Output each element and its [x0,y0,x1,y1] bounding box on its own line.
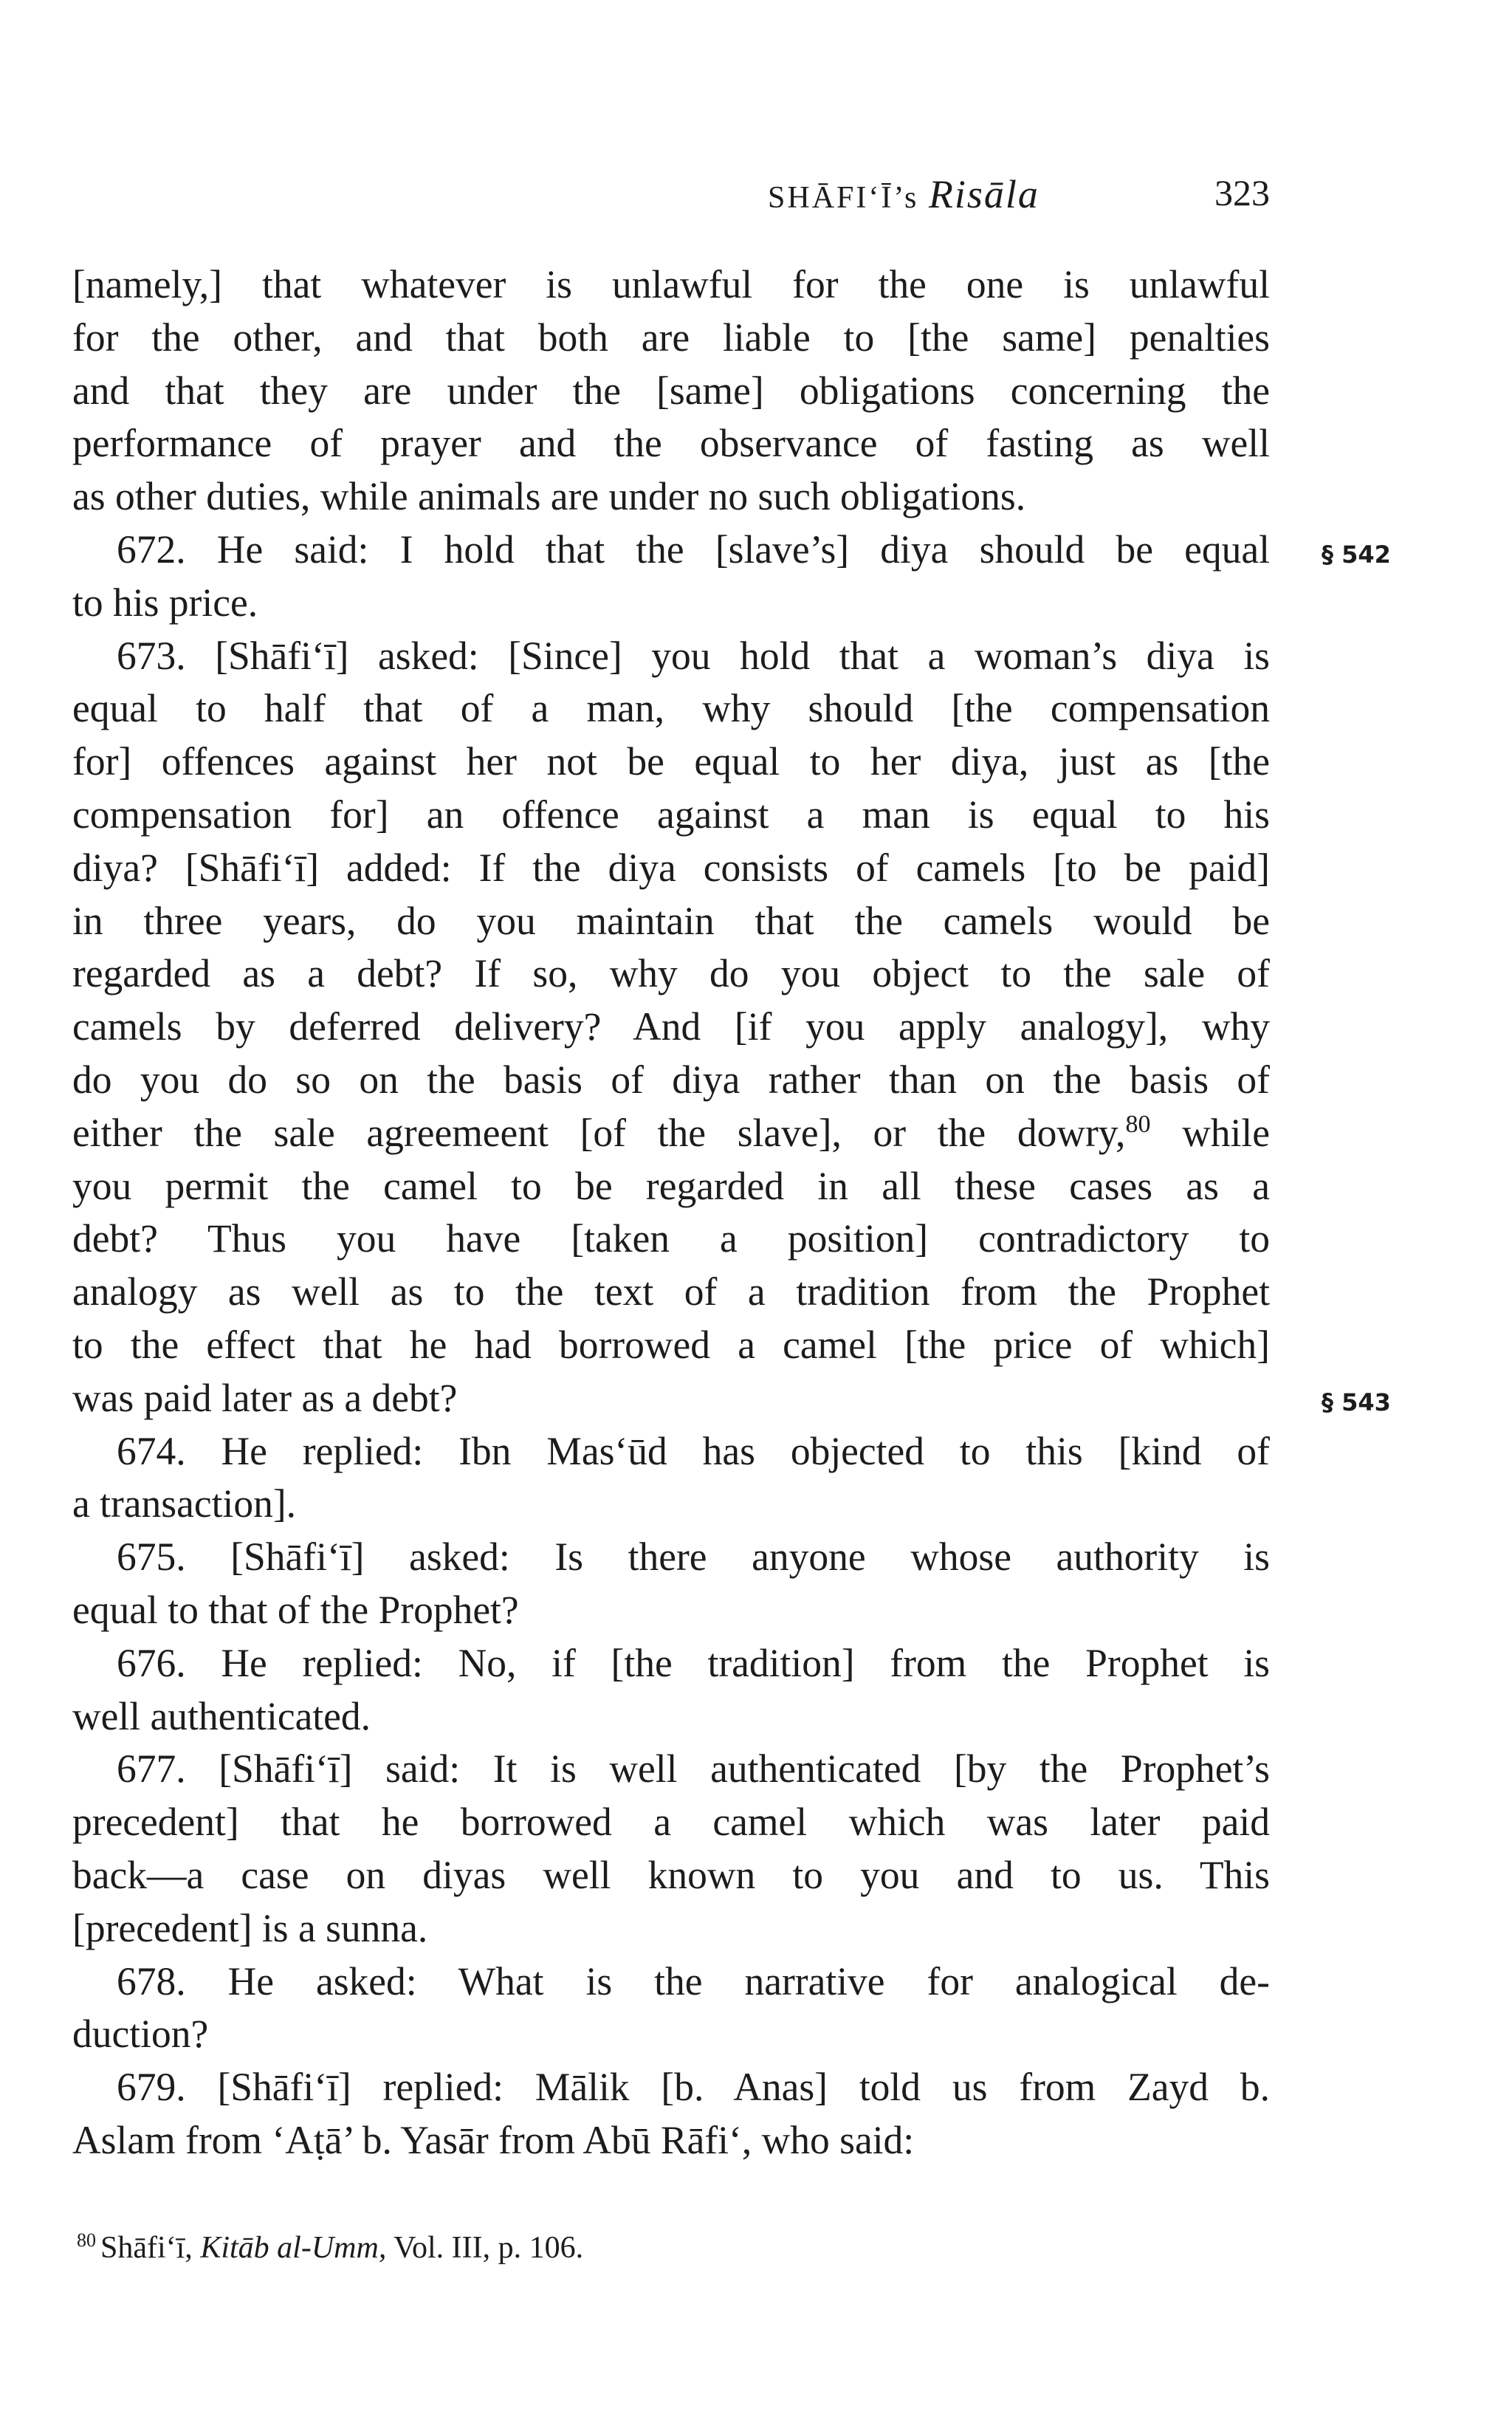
text-line: a transaction]. [72,1481,297,1526]
line-text: either the sale agreemeent [of the slave], or the dowry, [72,1110,1126,1155]
text-line: compensation for] an offence against a man is equal to his [72,792,1270,837]
text-line: do you do so on the basis of diya rather than on the basis of [72,1057,1270,1102]
paragraph-674-line: 674. He replied: Ibn Mas‘ūd has objected to this [kind of [117,1428,1270,1473]
text-line: in three years, do you maintain that the camels would be [72,898,1270,943]
text-line: equal to half that of a man, why should [the compensation [72,686,1270,731]
text-line: performance of prayer and the observance of fasting as well [72,421,1270,466]
text-line: well authenticated. [72,1693,371,1738]
paragraph-676-line: 676. He replied: No, if [the tradition] from the Prophet is [117,1640,1270,1685]
margin-section-ref: § 543 [1322,1388,1391,1416]
paragraph-672-line: 672. He said: I hold that the [slave’s] diya should be equal [117,527,1270,572]
text-line: for the other, and that both are liable to [the same] penalties [72,315,1270,360]
text-line: for] offences against her not be equal to her diya, just as [the [72,739,1270,784]
text-line: diya? [Shāfi‘ī] added: If the diya consists of camels [to be paid] [72,845,1270,890]
line-text-suffix: while [1150,1110,1270,1155]
text-line: was paid later as a debt? [72,1375,458,1420]
page-number: 323 [1214,172,1270,213]
footnote-location: Vol. III, p. 106. [394,2231,584,2265]
running-head-title: Risāla [928,172,1040,216]
text-line: back—a case on diyas well known to you and to us. This [72,1852,1270,1897]
footnote [77,2230,583,2266]
text-line: precedent] that he borrowed a camel which was later paid [72,1800,1270,1845]
text-line: to the effect that he had borrowed a camel [the price of which] [72,1322,1270,1367]
text-line: regarded as a debt? If so, why do you object to the sale of [72,951,1270,996]
text-line: and that they are under the [same] obligations concerning the [72,368,1270,413]
text-line: as other duties, while animals are under no such obligations. [72,474,1026,519]
paragraph-673-line: 673. [Shāfi‘ī] asked: [Since] you hold that a woman’s diya is [117,633,1270,678]
running-head [768,171,1040,217]
text-line: [namely,] that whatever is unlawful for the one is unlawful [72,262,1270,306]
footnote-marker: 80 [77,2229,96,2251]
text-line: to his price. [72,580,258,625]
footnote-reference: 80 [1125,1110,1151,1138]
text-line: Aslam from ‘Aṭā’ b. Yasār from Abū Rāfi‘, who said: [72,2117,915,2162]
paragraph-679-line: 679. [Shāfi‘ī] replied: Mālik [b. Anas] told us from Zayd b. [117,2065,1270,2110]
page-header [768,171,1270,216]
paragraph-677-line: 677. [Shāfi‘ī] said: It is well authenticated [by the Prophet’s [117,1746,1270,1792]
text-line: debt? Thus you have [taken a position] contradictory to [72,1216,1270,1261]
text-line: camels by deferred delivery? And [if you apply analogy], why [72,1004,1270,1049]
text-line: equal to that of the Prophet? [72,1587,519,1632]
text-line: you permit the camel to be regarded in all these cases as a [72,1163,1270,1208]
text-line-with-footnote [72,1107,1270,1160]
text-line: duction? [72,2012,209,2057]
footnote-work: Kitāb al-Umm, [200,2231,387,2265]
text-line: analogy as well as to the text of a tradition from the Prophet [72,1269,1270,1314]
paragraph-675-line: 675. [Shāfi‘ī] asked: Is there anyone whose authority is [117,1535,1270,1580]
text-line: [precedent] is a sunna. [72,1905,428,1950]
running-head-prefix: SHĀFI‘Ī’s [768,181,919,215]
margin-section-ref: § 542 [1322,541,1391,569]
footnote-author: Shāfi‘ī, [100,2231,193,2265]
body-text [72,258,1270,2167]
paragraph-678-line: 678. He asked: What is the narrative for analogical de- [117,1958,1270,2003]
